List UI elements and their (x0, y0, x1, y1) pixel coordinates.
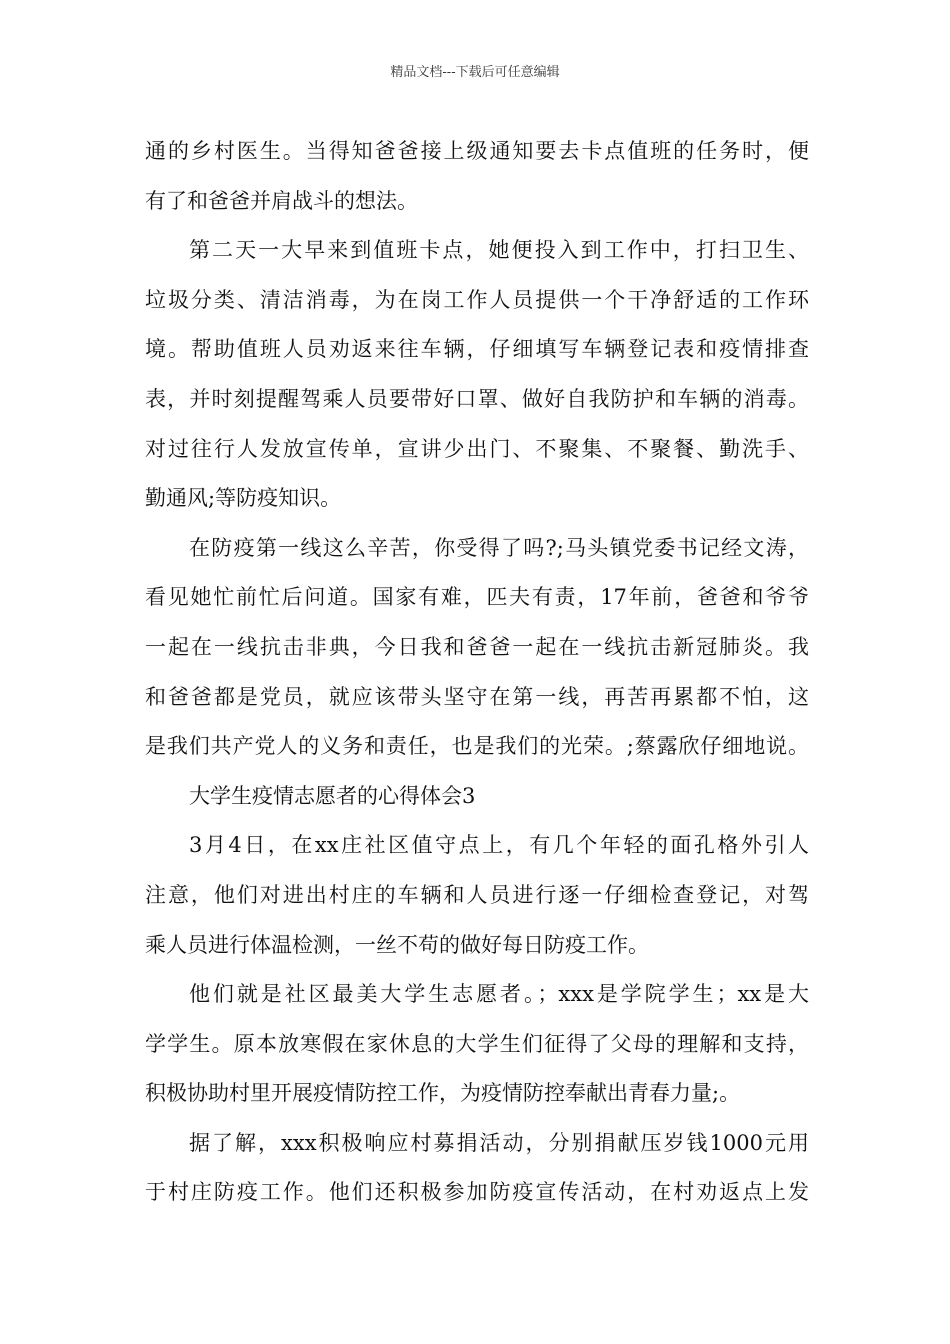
text-line: 看见她忙前忙后问道。国家有难，匹夫有责，17年前，爸爸和爷爷 (145, 585, 809, 610)
text-line: 积极协助村里开展疫情防控工作，为疫情防控奉献出青春力量;。 (145, 1081, 741, 1106)
text-line: 乘人员进行体温检测，一丝不苟的做好每日防疫工作。 (145, 932, 649, 957)
text-line: 境。帮助值班人员劝返来往车辆，仔细填写车辆登记表和疫情排查 (145, 337, 809, 362)
section-heading: 大学生疫情志愿者的心得体会3 (189, 783, 476, 808)
text-line: 第二天一大早来到值班卡点，她便投入到工作中，打扫卫生、 (189, 238, 809, 263)
document-body (145, 127, 809, 1218)
text-line: 学学生。原本放寒假在家休息的大学生们征得了父母的理解和支持， (145, 1031, 809, 1056)
text-line: 一起在一线抗击非典，今日我和爸爸一起在一线抗击新冠肺炎。我 (145, 634, 809, 659)
text-line: 通的乡村医生。当得知爸爸接上级通知要去卡点值班的任务时，便 (145, 139, 809, 163)
text-line: 注意，他们对进出村庄的车辆和人员进行逐一仔细检查登记，对驾 (145, 882, 809, 907)
text-line: 他们就是社区最美大学生志愿者。；xxx是学院学生；xx是大 (189, 982, 809, 1007)
text-line: 于村庄防疫工作。他们还积极参加防疫宣传活动，在村劝返点上发 (145, 1180, 809, 1205)
text-line: 表，并时刻提醒驾乘人员要带好口罩、做好自我防护和车辆的消毒。 (145, 386, 809, 411)
text-line: 在防疫第一线这么辛苦，你受得了吗?;马头镇党委书记经文涛， (189, 535, 809, 560)
text-line: 对过往行人发放宣传单，宣讲少出门、不聚集、不聚餐、勤洗手、 (145, 436, 809, 461)
text-line: 和爸爸都是党员，就应该带头坚守在第一线，再苦再累都不怕，这 (145, 684, 809, 709)
text-line: 有了和爸爸并肩战斗的想法。 (145, 188, 418, 213)
page-header: 精品文档---下载后可任意编辑 (390, 65, 560, 80)
text-line: 是我们共产党人的义务和责任，也是我们的光荣。;蔡露欣仔细地说。 (145, 734, 809, 759)
text-line: 垃圾分类、清洁消毒，为在岗工作人员提供一个干净舒适的工作环 (145, 287, 809, 312)
text-line: 据了解，xxx积极响应村募捐活动，分别捐献压岁钱1000元用 (189, 1130, 809, 1155)
text-line: 勤通风;等防疫知识。 (145, 486, 342, 511)
text-line: 3月4日，在xx庄社区值守点上，有几个年轻的面孔格外引人 (189, 833, 809, 858)
